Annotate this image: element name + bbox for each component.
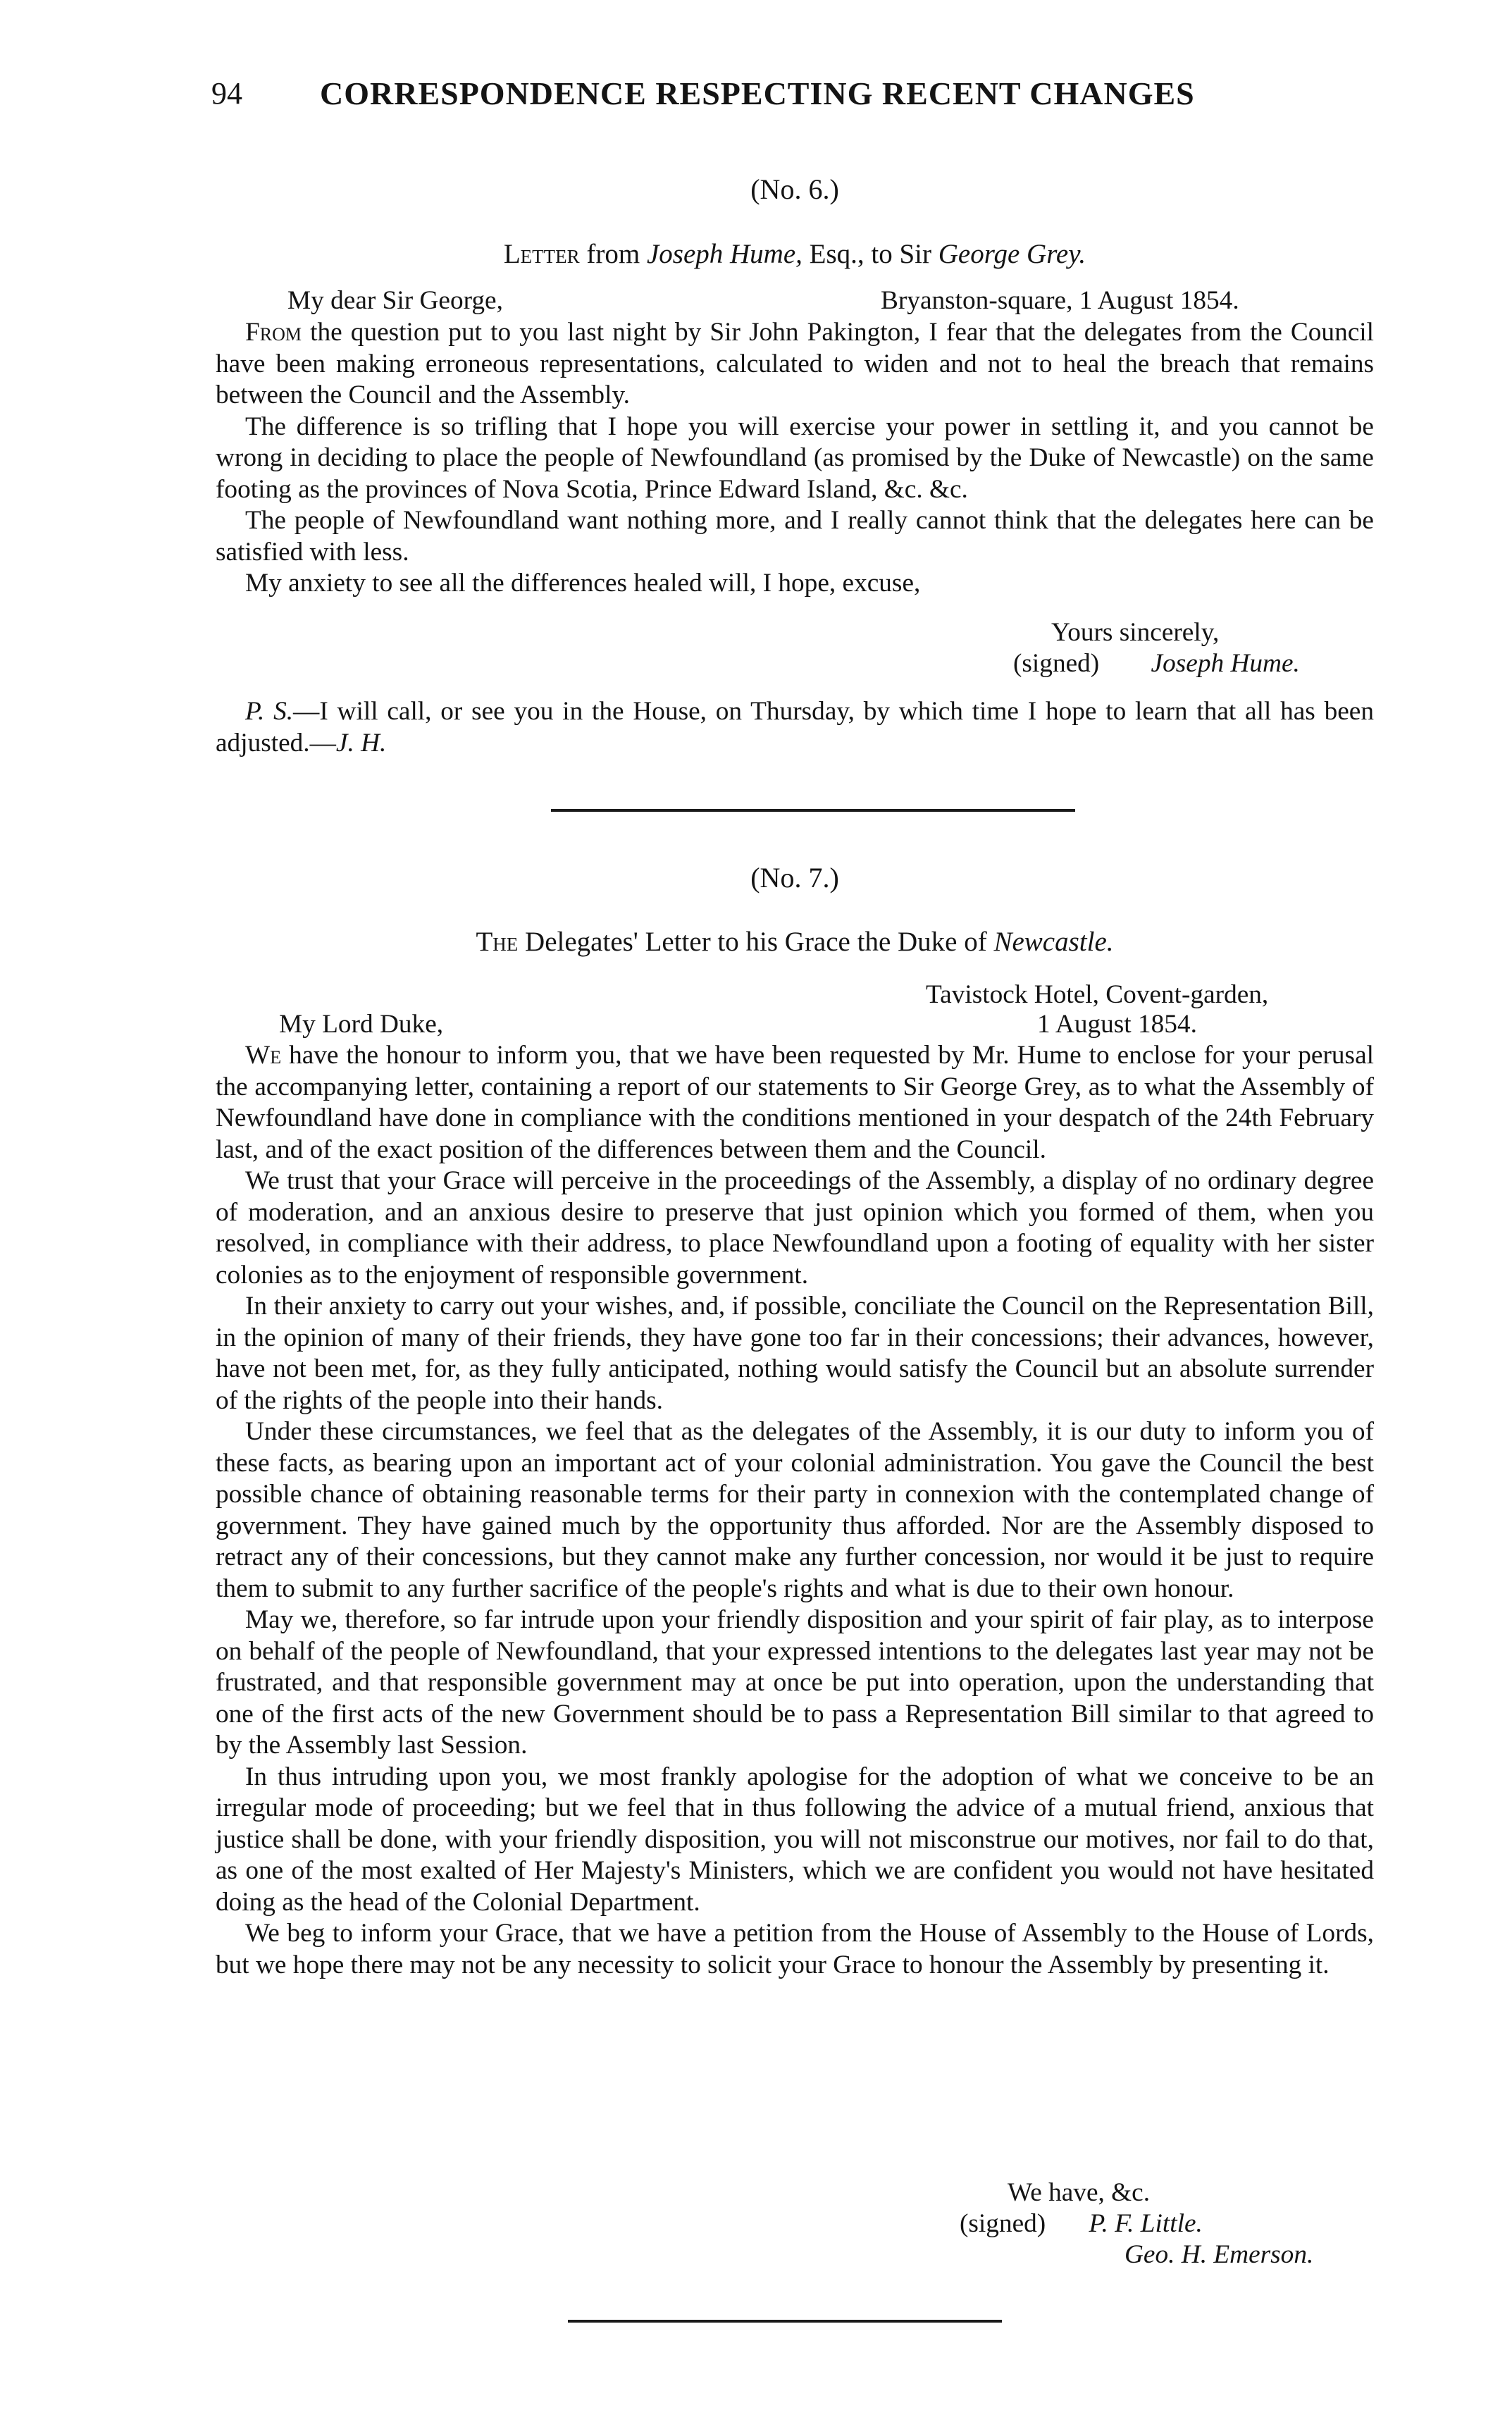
letter-6-number: (No. 6.) [750,173,839,205]
signed-label: (signed) [1013,649,1100,678]
letter-6-signed [1013,648,1300,680]
page-number: 94 [211,75,242,111]
letter-6-paragraph: My anxiety to see all the differences healed will, I hope, excuse, [245,569,921,598]
heading-mid: Esq., to Sir [802,239,938,269]
letter-7-second-signature [1124,2239,1313,2271]
letter-6-body [216,317,1374,600]
letter-7-paragraph: In their anxiety to carry out your wishes, and, if possible, conciliate the Council on the Representation Bill, in the opinion of many of their friends, they have gone too far in their concessions; their advances, however, have not been met, for, as they fully anticipated, nothing would satisfy the Council but an absolute surrender of the rights of the people into their hands. [216,1292,1374,1415]
letter-6-closing: Yours sincerely, [1051,618,1220,647]
letter-7-number: (No. 7.) [750,862,839,894]
letter-7-paragraph: May we, therefore, so far intrude upon your friendly disposition and your spirit of fair play, as to interpose on behalf of the people of Newfoundland, that your expressed intentions to the delegates last year may not be frustrated, and that responsible government may at once be put into operation, upon the understanding that one of the first acts of the new Government should be to pass a Representation Bill similar to that agreed to by the Assembly last Session. [216,1605,1374,1760]
ps-label: P. S. [245,697,294,726]
paragraph-text: have the honour to inform you, that we have been requested by Mr. Hume to enclose for your perusal the accompanying letter, containing a report of our statements to Sir George Grey, as to what the Assembly of Newfoundland have done in compliance with the conditions mentioned in your despatch of the 24th February last, and of the exact position of the differences between them and the Council. [216,1041,1374,1164]
page-header [211,65,1367,121]
letter-7-body [216,1040,1374,1981]
letter-7-signed [960,2208,1203,2240]
running-title: CORRESPONDENCE RESPECTING RECENT CHANGES [320,75,1195,111]
heading-sender: Joseph Hume, [646,239,803,269]
letter-7-paragraph: We beg to inform your Grace, that we have a petition from the House of Assembly to the House of Lords, but we hope there may not be any necessity to solicit your Grace to honour the Assembly by presenting it. [216,1919,1374,1979]
letter-6-heading [216,238,1374,270]
heading-place: Newcastle. [993,927,1114,957]
signature-little: P. F. Little. [1089,2209,1203,2238]
letter-7-paragraph [216,1040,1374,1166]
letter-7-paragraph: In thus intruding upon you, we most frankly apologise for the adoption of what we conceive to be an irregular mode of proceeding; but we feel that in thus following the advice of a mutual friend, anxious that justice shall be done, with your friendly disposition, you will not misconstrue our motives, nor fail to do that, as one of the most exalted of Her Majesty's Ministers, which we are confident you would not have hesitated doing as the head of the Colonial Department. [216,1762,1374,1917]
letter-6-postscript [216,696,1374,759]
letter-6-paragraph: The difference is so trifling that I hope you will exercise your power in settling it, and you cannot be wrong in deciding to place the people of Newfoundland (as promised by the Duke of Newcastle) on the same footing as the provinces of Nova Scotia, Prince Edward Island, &c. &c. [216,412,1374,504]
letter-7-paragraph: We trust that your Grace will perceive in the proceedings of the Assembly, a display of no ordinary degree of moderation, and an anxious desire to preserve that just opinion which you formed of them, when you resolved, in compliance with their address, to place Newfoundland upon a footing of equality with her sister colonies as to the enjoyment of responsible government. [216,1166,1374,1290]
section-divider [551,809,1075,812]
letter-7-address-line2: 1 August 1854. [1037,1010,1197,1039]
heading-from: from [579,239,647,269]
section-divider [568,2320,1002,2323]
lead-word: We [245,1041,282,1070]
signature-hume: Joseph Hume. [1151,649,1300,678]
lead-word: From [245,318,302,347]
heading-recipient: George Grey. [938,239,1086,269]
letter-7-address-line1: Tavistock Hotel, Covent-garden, [926,980,1269,1009]
letter-7-paragraph: Under these circumstances, we feel that as the delegates of the Assembly, it is our duty to inform you of these facts, as bearing upon an important act of your colonial administration. You gave the Council the best possible chance of obtaining reasonable terms for their party in connexion with the contemplated change of government. They have gained much by the opportunity thus afforded. Nor are the Assembly disposed to retract any of their concessions, but they cannot make any further concession, nor would it be just to require them to submit to any further sacrifice of the people's rights and what is due to their own honour. [216,1417,1374,1603]
letter-7-closing: We have, &c. [1008,2178,1151,2207]
letter-6-dateline: Bryanston-square, 1 August 1854. [881,286,1239,315]
paragraph-text: the question put to you last night by Sir John Pakington, I fear that the delegates from the Council have been making erroneous representations, calculated to widen and not to heal the breach that remains between the Council and the Assembly. [216,318,1374,409]
letter-7-salutation: My Lord Duke, [279,1010,444,1039]
heading-lead-word: Letter [503,239,580,269]
letter-6-paragraph [216,317,1374,412]
letter-7-heading [216,926,1374,958]
signature-emerson: Geo. H. Emerson. [1124,2240,1314,2269]
ps-text: —I will call, or see you in the House, on Thursday, by which time I hope to learn that all has been adjusted.— [216,697,1374,758]
letter-6-paragraph: The people of Newfoundland want nothing more, and I really cannot think that the delegates here can be satisfied with less. [216,506,1374,567]
letter-6-salutation: My dear Sir George, [287,286,503,315]
heading-lead-word: The [476,927,519,957]
ps-initials: J. H. [335,728,387,758]
postscript-paragraph [216,696,1374,759]
heading-rest: Delegates' Letter to his Grace the Duke of [518,927,994,957]
signed-label: (signed) [960,2209,1046,2238]
